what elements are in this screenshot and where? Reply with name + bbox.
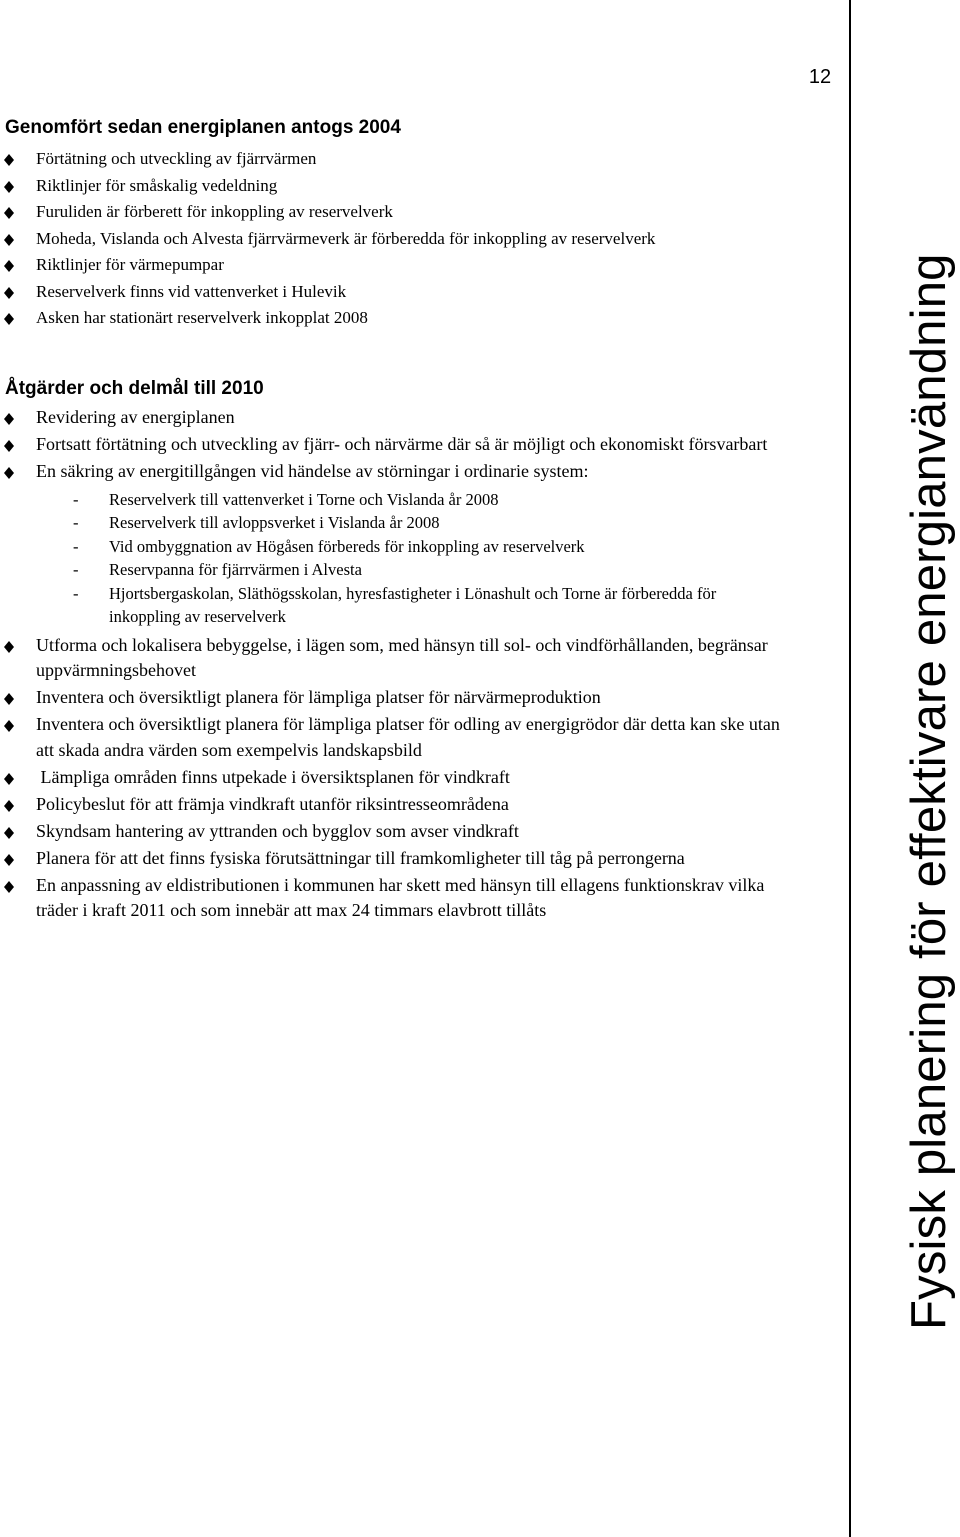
diamond-bullet-icon — [4, 800, 14, 812]
diamond-bullet-icon — [4, 181, 14, 193]
dash-marker: - — [73, 513, 79, 532]
diamond-bullet-icon — [4, 827, 14, 839]
diamond-bullet-icon — [4, 720, 14, 732]
side-chapter-title: Fysisk planering för effektivare energianvändning — [902, 253, 956, 1330]
dash-marker: - — [73, 560, 79, 579]
diamond-bullet-icon — [4, 641, 14, 653]
section-heading-measures: Åtgärder och delmål till 2010 — [5, 378, 264, 399]
list-item: Fortsatt förtätning och utveckling av fjärr- och närvärme där så är möjligt och ekonomiskt försvarbart — [0, 432, 780, 458]
diamond-bullet-icon — [4, 260, 14, 272]
sublist-item: - Vid ombyggnation av Högåsen förbereds för inkoppling av reservelverk — [36, 535, 780, 559]
list-item: Inventera och översiktligt planera för lämpliga platser för närvärmeproduktion — [0, 685, 780, 711]
diamond-bullet-icon — [4, 693, 14, 705]
list-item: Riktlinjer för värmepumpar — [0, 252, 780, 277]
section-heading-completed: Genomfört sedan energiplanen antogs 2004 — [5, 117, 401, 138]
diamond-bullet-icon — [4, 413, 14, 425]
list-item: Reservelverk finns vid vattenverket i Hulevik — [0, 279, 780, 304]
completed-list — [0, 146, 780, 332]
diamond-bullet-icon — [4, 854, 14, 866]
side-divider — [849, 0, 851, 1537]
sublist-item: - Reservelverk till avloppsverket i Vislanda år 2008 — [36, 511, 780, 535]
list-item: Utforma och lokalisera bebyggelse, i lägen som, med hänsyn till sol- och vindförhållanden, begränsar uppvärmningsbehovet — [0, 633, 780, 684]
list-item: Revidering av energiplanen — [0, 405, 780, 431]
sublist-item: - Reservpanna för fjärrvärmen i Alvesta — [36, 558, 780, 582]
list-item: Riktlinjer för småskalig vedeldning — [0, 173, 780, 198]
diamond-bullet-icon — [4, 881, 14, 893]
diamond-bullet-icon — [4, 154, 14, 166]
list-item: En säkring av energitillgången vid händelse av störningar i ordinarie system: - Reservelverk till vattenverket i Torne och Vislanda år 2008 - Reservelverk till avloppsverket i Vislanda år 2008 - Vid ombyggnation av Högåsen förbereds för inkoppling av reservelverk - Reservpanna för fjärrvärmen i Alvesta - Hjortsbergaskolan, Släthögsskolan, hyresfastigheter i Lönashult och Torne är förberedda för inkoppling av reservelverk — [0, 459, 780, 629]
list-item: Moheda, Vislanda och Alvesta fjärrvärmeverk är förberedda för inkoppling av reservelverk — [0, 226, 780, 251]
list-item: Lämpliga områden finns utpekade i översiktsplanen för vindkraft — [0, 765, 780, 791]
diamond-bullet-icon — [4, 287, 14, 299]
dash-marker: - — [73, 536, 79, 556]
list-item: Förtätning och utveckling av fjärrvärmen — [0, 146, 780, 171]
list-item: Furuliden är förberett för inkoppling av reservelverk — [0, 199, 780, 224]
sublist-item: - Reservelverk till vattenverket i Torne och Vislanda år 2008 — [36, 488, 780, 512]
diamond-bullet-icon — [4, 234, 14, 246]
diamond-bullet-icon — [4, 313, 14, 325]
diamond-bullet-icon — [4, 773, 14, 785]
list-item: Policybeslut för att främja vindkraft utanför riksintresseområdena — [0, 792, 780, 818]
dash-marker: - — [73, 489, 79, 509]
page-number: 12 — [808, 66, 832, 88]
measures-list — [0, 405, 780, 925]
list-item: Inventera och översiktligt planera för lämpliga platser för odling av energigrödor där detta kan ske utan att skada andra värden som exempelvis landskapsbild — [0, 712, 780, 763]
backup-power-sublist — [36, 488, 780, 629]
list-item: Asken har stationärt reservelverk inkopplat 2008 — [0, 305, 780, 330]
list-item: Planera för att det finns fysiska förutsättningar till framkomligheter till tåg på perrongerna — [0, 846, 780, 872]
sublist-item: - Hjortsbergaskolan, Släthögsskolan, hyresfastigheter i Lönashult och Torne är förberedda för inkoppling av reservelverk — [73, 583, 717, 626]
diamond-bullet-icon — [4, 440, 14, 452]
list-item: Skyndsam hantering av yttranden och bygglov som avser vindkraft — [0, 819, 780, 845]
diamond-bullet-icon — [4, 207, 14, 219]
diamond-bullet-icon — [4, 467, 14, 479]
list-item: En anpassning av eldistributionen i kommunen har skett med hänsyn till ellagens funktionskrav vilka träder i kraft 2011 och som innebär att max 24 timmars elavbrott tillåts — [0, 873, 780, 924]
dash-marker: - — [73, 583, 79, 603]
